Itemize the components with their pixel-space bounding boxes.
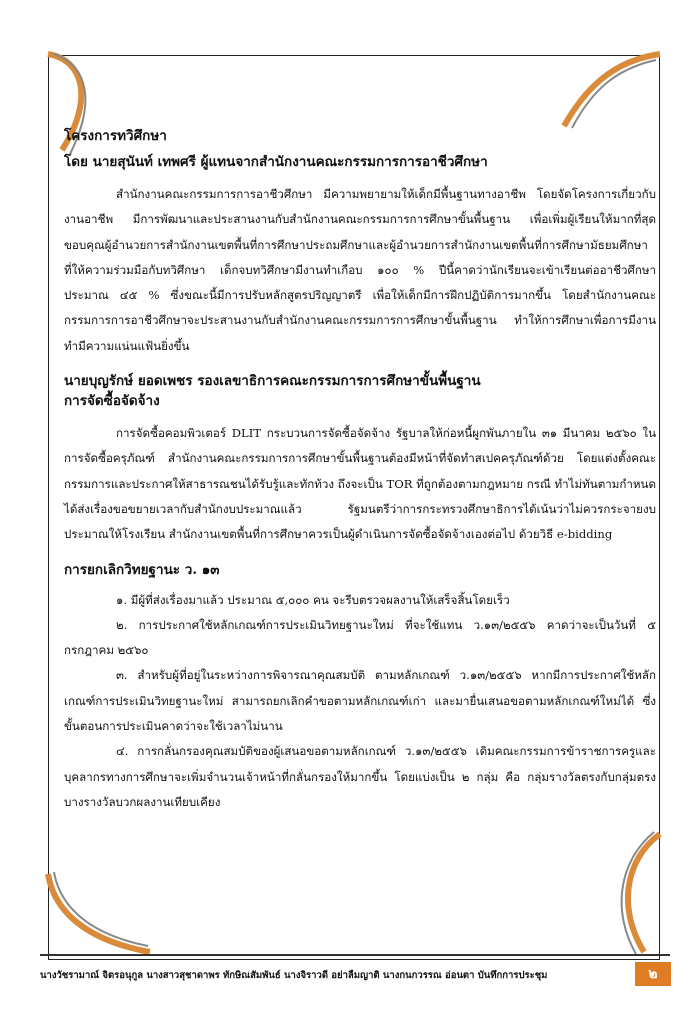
- bottom-right-ornament: [604, 830, 664, 956]
- paragraph: การจัดซื้อคอมพิวเตอร์ DLIT กระบวนการจัดซื้อจัดจ้าง รัฐบาลให้ก่อหนี้ผูกพันภายใน ๓๑ มีนาคม ๒๕๖๐ ในการจัดซื้อครุภัณฑ์ สำนักงานคณะกรรมการการศึกษาขั้นพื้นฐานต้องมีหน้าที่จัดทำสเปคครุภัณฑ์ด้วย โดยแต่งตั้งคณะกรรมการและประกาศให้สาธารณชนได้รับรู้และทักท้วง ถึงจะเป็น TOR ที่ถูกต้องตามกฎหมาย กรณี ทำไม่ทันตามกำหนดได้ส่งเรื่องขอขยายเวลากับสำนักงบประมาณแล้ว รัฐมนตรีว่าการกระทรวงศึกษาธิการได้เน้นว่าไม่ควรกระจายงบประมาณให้โรงเรียน สำนักงานเขตพื้นที่การศึกษาควรเป็นผู้ดำเนินการจัดซื้อจัดจ้างเองต่อไป ด้วยวิธี e-bidding: [64, 426, 656, 542]
- bottom-left-ornament: [44, 870, 154, 956]
- list-item: ๒. การประกาศใช้หลักเกณฑ์การประเมินวิทยฐานะใหม่ ที่จะใช้แทน ว.๑๓/๒๕๕๖ คาดว่าจะเป็นวันที่ ๕ กรกฎาคม ๒๕๖๐: [64, 617, 656, 658]
- section-title: โครงการทวิศึกษา: [64, 128, 167, 144]
- footer-credits: นางวัชรามาณ์ จิตรอนุกูล นางสาวสุชาดาพร ทักษิณสัมพันธ์ นางจิราวดี อย่าลืมญาติ นางกนกวรรณ อ่อนตา บันทึกการประชุม: [40, 970, 548, 981]
- page-number: ๒: [635, 962, 671, 986]
- top-right-ornament: [560, 50, 664, 130]
- footer-divider: [40, 954, 670, 956]
- paragraph: สำนักงานคณะกรรมการการอาชีวศึกษา มีความพยายามให้เด็กมีพื้นฐานทางอาชีพ โดยจัดโครงการเกี่ยวกับงานอาชีพ มีการพัฒนาและประสานงานกับสำนักงานคณะกรรมการการศึกษาขั้นพื้นฐาน เพื่อเพิ่มผู้เรียนให้มากที่สุด ขอบคุณผู้อำนวยการสำนักงานเขตพื้นที่การศึกษาประถมศึกษาและผู้อำนวยการสำนักงานเขตพื้นที่การศึกษามัธยมศึกษา ที่ให้ความร่วมมือกับทวิศึกษา เด็กจบทวิศึกษามีงานทำเกือบ ๑๐๐ % ปีนี้คาดว่านักเรียนจะเข้าเรียนต่ออาชีวศึกษาประมาณ ๔๕ % ซึ่งขณะนี้มีการปรับหลักสูตรปริญญาตรี เพื่อให้เด็กมีการฝึกปฏิบัติการมากขึ้น โดยสำนักงานคณะกรรมการการอาชีวศึกษาจะประสานงานกับสำนักงานคณะกรรมการการศึกษาขั้นพื้นฐาน ทำให้การศึกษาเพื่อการมีงานทำมีความแน่นแฟ้นยิ่งขึ้น: [64, 187, 656, 353]
- section-title: การจัดซื้อจัดจ้าง: [64, 393, 160, 410]
- list-item: ๑. มีผู้ที่ส่งเรื่องมาแล้ว ประมาณ ๕,๐๐๐ คน จะรีบตรวจผลงานให้เสร็จสิ้นโดยเร็ว: [116, 592, 510, 607]
- speaker-heading: นายบุญรักษ์ ยอดเพชร รองเลขาธิการคณะกรรมการการศึกษาขั้นพื้นฐาน: [64, 373, 481, 390]
- list-item: ๓. สำหรับผู้ที่อยู่ในระหว่างการพิจารณาคุณสมบัติ ตามหลักเกณฑ์ ว.๑๓/๒๕๕๖ หากมีการประกาศใช้หลักเกณฑ์การประเมินวิทยฐานะใหม่ สามารถยกเลิกคำขอตามหลักเกณฑ์เก่า และมายื่นเสนอขอตามหลักเกณฑ์ใหม่ได้ ซึ่งขั้นตอนการประเมินคาดว่าจะใช้เวลาไม่นาน: [64, 668, 656, 734]
- section-title: การยกเลิกวิทยฐานะ ว. ๑๓: [64, 561, 220, 578]
- document-body: [64, 126, 656, 815]
- list-item: ๔. การกลั่นกรองคุณสมบัติของผู้เสนอขอตามหลักเกณฑ์ ว.๑๓/๒๕๕๖ เดิมคณะกรรมการข้าราชการครูและบุคลากรทางการศึกษาจะเพิ่มจำนวนเจ้าหน้าที่กลั่นกรองให้มากขึ้น โดยแบ่งเป็น ๒ กลุ่ม คือ กลุ่มรางวัลตรงกับกลุ่มตรงบางรางวัลบวกผลงานเทียบเคียง: [64, 744, 656, 809]
- speaker-heading: โดย นายสุนันท์ เทพศรี ผู้แทนจากสำนักงานคณะกรรมการการอาชีวศึกษา: [64, 154, 488, 170]
